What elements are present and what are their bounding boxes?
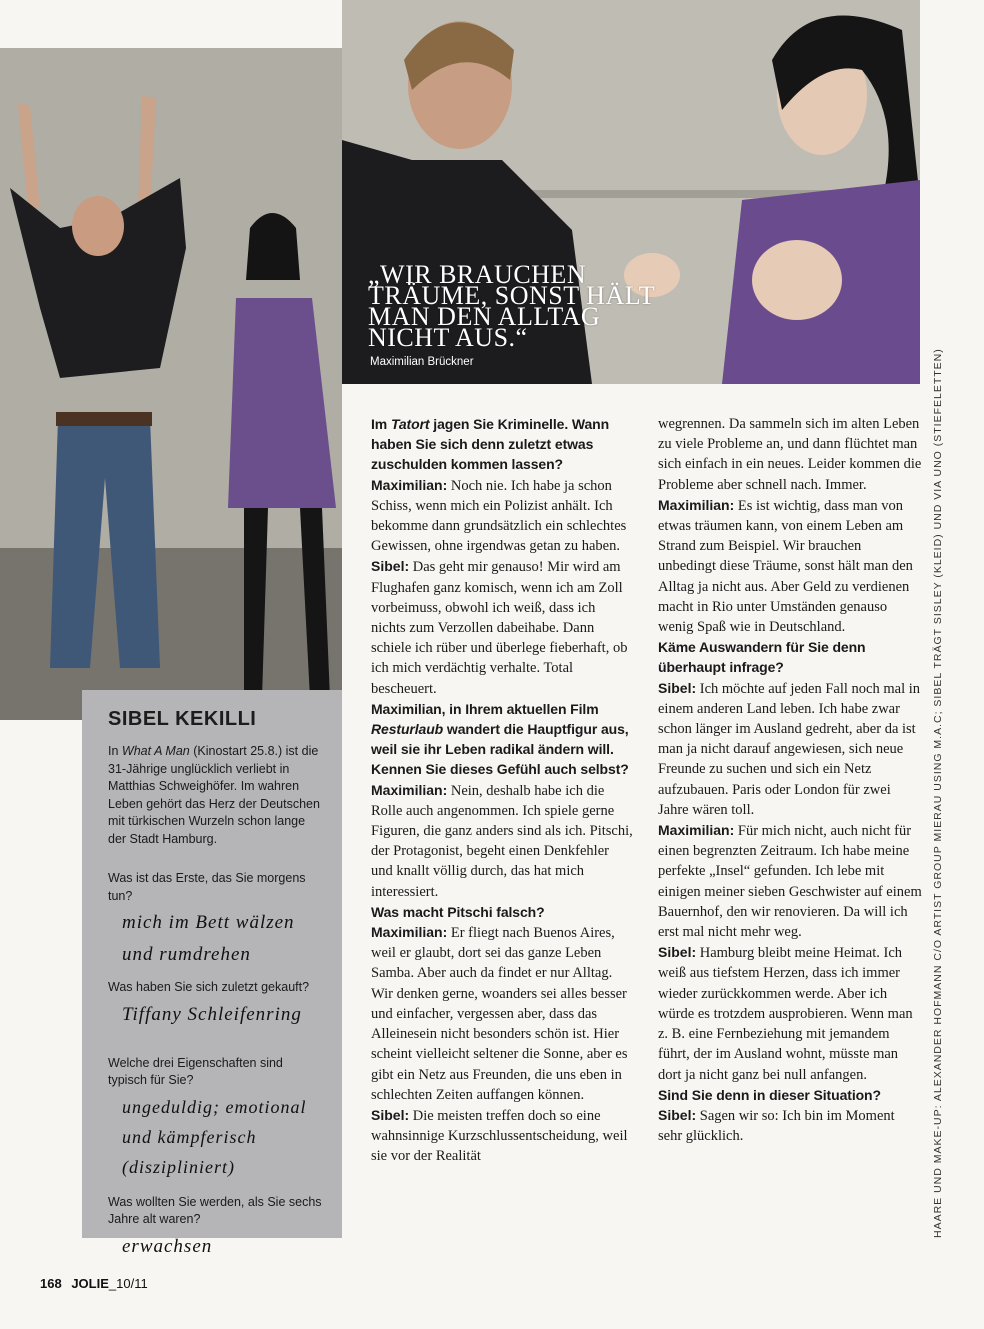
interview-answer: Maximilian: Noch nie. Ich habe ja schon Schiss, wenn mich ein Polizist anhält. Ich bekomme dann grundsätzlich ein schlechtes Gewissen, ohne irgendwas getan zu haben. bbox=[371, 476, 627, 555]
interview-answer: Sibel: Das geht mir genauso! Mir wird am Flughafen ganz komisch, wenn ich am Zoll vorbeimuss, obwohl ich weiß, dass ich nichts zum Verzollen dabeihabe. Dann schiele ich rüber und überlege fieberhaft, ob ich mich verdächtig verhalte. Total bescheuert. bbox=[371, 558, 628, 697]
article-column-1 bbox=[371, 414, 633, 1167]
sidebar-handwritten-answer: mich im Bett wälzen und rumdrehen bbox=[122, 912, 295, 965]
quote-author: Maximilian Brückner bbox=[370, 356, 474, 368]
interview-answer: Maximilian: Für mich nicht, auch nicht für einen begrenzten Zeitraum. Ich habe meine perfekte „Insel“ gefunden. Ich lebe mit einigen meiner sieben Geschwister auf einem Bauernhof, den wir renovieren. Da will ich erst mal nicht mehr weg. bbox=[658, 822, 922, 941]
sidebar-handwritten-answer: ungeduldig; emotional und kämpferisch (diszipliniert) bbox=[122, 1096, 307, 1177]
photo-couple-standing-illustration bbox=[0, 48, 342, 720]
article-column-2 bbox=[658, 414, 922, 1146]
photo-couple-standing bbox=[0, 48, 342, 720]
sidebar-intro-post: (Kinostart 25.8.) ist die 31-Jährige unglücklich verliebt in Matthias Schweighöfer. Im wahren Leben gehört das Herz der Deutschen mit türkischen Wurzeln schon lange der Stadt Hamburg. bbox=[108, 744, 320, 846]
sidebar-box bbox=[82, 690, 342, 1257]
issue-number: _10/11 bbox=[108, 1276, 148, 1291]
page-footer bbox=[40, 1276, 148, 1291]
interview-answer: Sibel: Sagen wir so: Ich bin im Moment sehr glücklich. bbox=[658, 1106, 895, 1145]
interview-question: Was macht Pitschi falsch? bbox=[371, 903, 545, 920]
interview-answer-continued: wegrennen. Da sammeln sich im alten Leben zu viele Probleme an, und dann flüchtet man sich einfach in ein neues. Leider kommen die Probleme aber schnell nach. Immer. bbox=[658, 416, 922, 493]
interview-answer: Sibel: Die meisten treffen doch so eine wahnsinnige Kurzschlussentscheidung, weil sie vor der Realität bbox=[371, 1106, 628, 1165]
interview-question: Im Tatort jagen Sie Kriminelle. Wann haben Sie sich denn zuletzt etwas zuschulden kommen lassen? bbox=[371, 416, 610, 473]
magazine-name: JOLIE bbox=[71, 1276, 109, 1291]
interview-answer: Maximilian: Er fliegt nach Buenos Aires, weil er glaubt, dort sei das ganze Leben Samba. Aber auch da findet er nur Alltag. Wir denken gerne, woanders sei alles besser und einfacher, vergessen aber, dass das Alleinesein nicht besonders schön ist. Hier scheint vielleicht seltener die Sonne, aber es gibt ein Netz aus Freunden, die uns eben in schlechten Zeiten auffangen können. bbox=[371, 924, 628, 1103]
interview-answer: Sibel: Hamburg bleibt meine Heimat. Ich weiß aus tiefstem Herzen, dass ich immer wieder zurückkommen werde. Aber ich würde es trotzdem ausprobieren. Wenn man z. B. eine Fernbeziehung mit jemandem führt, der im Ausland wohnt, müsste man dort ja nicht ganz bei null anfangen. bbox=[658, 944, 913, 1083]
sidebar-intro-pre: In bbox=[108, 744, 122, 758]
sidebar-handwritten-answer: Tiffany Schleifenring bbox=[122, 1003, 302, 1025]
sidebar-question: Was wollten Sie werden, als Sie sechs Jahre alt waren? bbox=[108, 1194, 322, 1226]
pull-quote: „WIR BRAUCHEN TRÄUME, SONST HÄLT MAN DEN ALLTAG NICHT AUS.“ bbox=[368, 260, 655, 352]
page-number: 168 bbox=[40, 1276, 62, 1291]
sidebar-question: Welche drei Eigenschaften sind typisch für Sie? bbox=[108, 1055, 283, 1087]
sidebar-intro bbox=[108, 743, 324, 848]
interview-question: Käme Auswandern für Sie denn überhaupt infrage? bbox=[658, 639, 866, 676]
interview-answer: Maximilian: Nein, deshalb habe ich die Rolle auch angenommen. Ich spiele gerne Figuren, die ganz anders sind als ich. Pitschi, der Protagonist, begeht einen Denkfehler und knallt völlig durch, das hat mich interessiert. bbox=[371, 781, 633, 900]
sidebar-question: Was haben Sie sich zuletzt gekauft? bbox=[108, 980, 310, 994]
interview-question: Sind Sie denn in dieser Situation? bbox=[658, 1086, 881, 1103]
sidebar-handwritten-answer: erwachsen bbox=[122, 1235, 213, 1257]
interview-answer: Sibel: Ich möchte auf jeden Fall noch mal in einem anderen Land leben. Ich habe zwar schon länger im Ausland gedreht, aber da ist man ja nicht darauf angewiesen, sich neue Freunde zu suchen und sich ein Netz aufzubauen. Paris oder London für zwei Jahre wären toll. bbox=[658, 679, 920, 818]
interview-answer: Maximilian: Es ist wichtig, dass man von etwas träumen kann, von einem Leben am Strand zum Beispiel. Wir brauchen unbedingt diese Träume, sonst hält man den Alltag ja nicht aus. Aber Geld zu verdienen macht in Rio unter Umständen genauso wenig Spaß wie in Deutschland. bbox=[658, 496, 913, 636]
sidebar-title: SIBEL KEKILLI bbox=[108, 708, 257, 730]
sidebar-question: Was ist das Erste, das Sie morgens tun? bbox=[108, 871, 306, 903]
interview-question: Maximilian, in Ihrem aktuellen Film Resturlaub wandert die Hauptfigur aus, weil sie ihr Leben radikal ändern will. Kennen Sie dieses Gefühl auch selbst? bbox=[371, 700, 629, 778]
sidebar-intro-film: What A Man bbox=[121, 744, 190, 758]
photo-credits: HAARE UND MAKE-UP: ALEXANDER HOFMANN C/O ARTIST GROUP MIERAU USING M.A.C; SIBEL TRÄGT SISLEY (KLEID) UND VIA UNO (STIEFELETTEN) bbox=[932, 348, 944, 1238]
